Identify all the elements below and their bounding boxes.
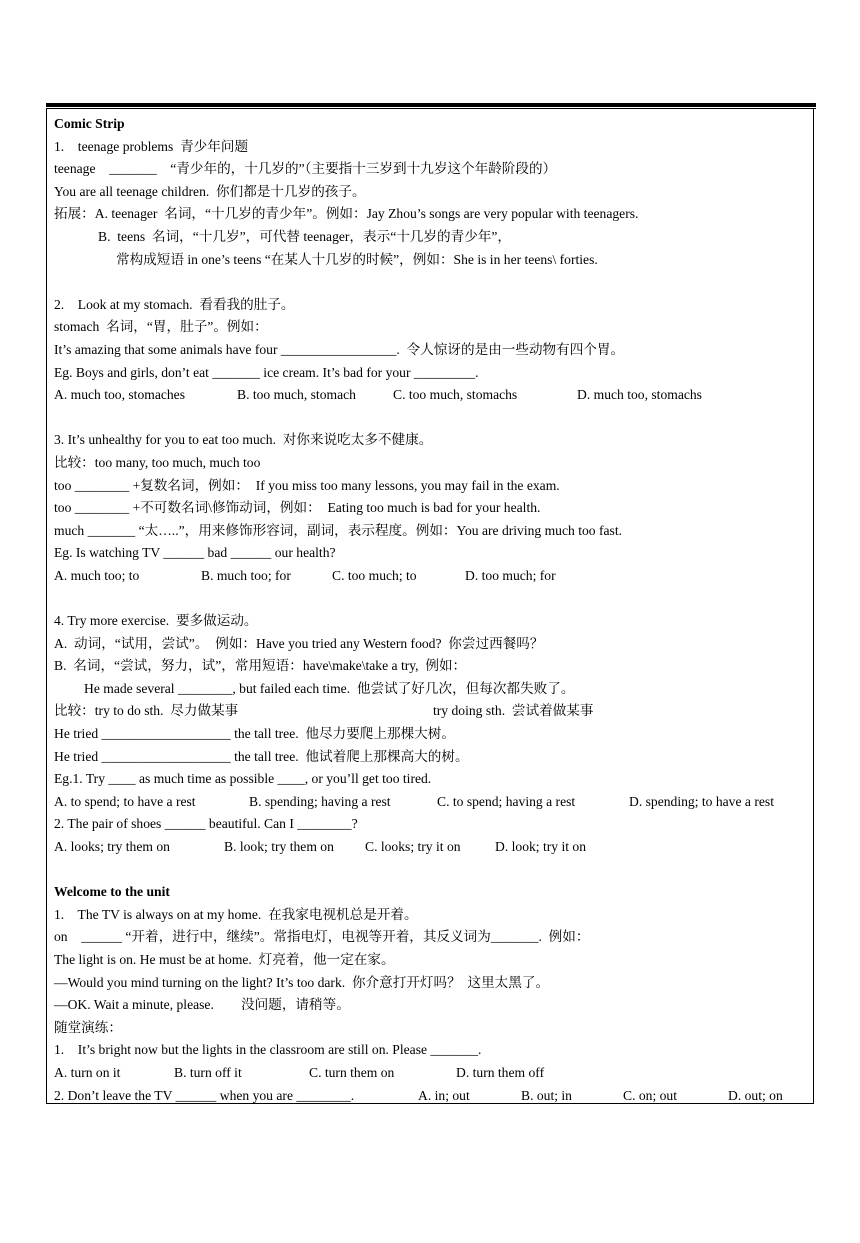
options-line: [54, 565, 810, 588]
extension-line: 常构成短语 in one’s teens “在某人十几岁的时候”，例如：She is in her teens\ forties.: [116, 251, 598, 267]
section-heading-comic-strip: Comic Strip: [54, 116, 125, 131]
definition-line: stomach 名词，“胃，肚子”。例如：: [54, 319, 268, 335]
item-title: 1. The TV is always on at my home. 在我家电视机总是开着。: [54, 906, 418, 922]
extension-line: 拓展：A. teenager 名词，“十几岁的青少年”。例如：Jay Zhou’s songs are very popular with teenagers.: [54, 206, 639, 222]
option-c: C. looks; try it on: [365, 839, 461, 854]
exercise-with-options: [54, 1085, 810, 1108]
blank-line: [54, 407, 810, 430]
option-a: A. much too, stomaches: [54, 387, 186, 403]
option-c: C. too much; to: [332, 567, 417, 583]
document-body: [54, 113, 810, 1107]
option-b: B. spending; having a rest: [249, 793, 391, 809]
option-b: B. turn off it: [174, 1064, 242, 1080]
option-d: D. much too, stomachs: [577, 387, 702, 403]
option-c: C. on; out: [623, 1087, 678, 1103]
exercise-line: 2. The pair of shoes ______ beautiful. Can I ________?: [54, 816, 358, 832]
option-d: D. too much; for: [465, 567, 556, 583]
example-line: You are all teenage children. 你们都是十几岁的孩子。: [54, 183, 366, 199]
compare-line: 比较：too many, too much, much too: [54, 454, 261, 470]
exercise-line: Eg. Boys and girls, don’t eat _______ ice cream. It’s bad for your _________.: [54, 364, 479, 380]
compare-line: [54, 700, 810, 723]
blank-line: [54, 587, 810, 610]
exercise-line: Eg.1. Try ____ as much time as possible ____, or you’ll get too tired.: [54, 771, 432, 787]
item-title: 3. It’s unhealthy for you to eat too much. 对你来说吃太多不健康。: [54, 432, 433, 448]
option-d: D. out; on: [728, 1087, 783, 1103]
blank-line: [54, 271, 810, 294]
example-line: It’s amazing that some animals have four _________________. 令人惊讶的是由一些动物有四个胃。: [54, 341, 625, 357]
meaning-line: B. 名词，“尝试，努力，试”，常用短语：have\make\take a try, 例如：: [54, 658, 467, 674]
option-d: D. spending; to have a rest: [629, 793, 774, 809]
example-line: The light is on. He must be at home. 灯亮着，他一定在家。: [54, 951, 395, 967]
usage-line: much _______ “太…..”，用来修饰形容词，副词，表示程度。例如：You are driving much too fast.: [54, 522, 623, 538]
option-d: D. turn them off: [456, 1064, 545, 1080]
item-title: 1. teenage problems 青少年问题: [54, 138, 249, 154]
definition-line: on ______ “开着，进行中，继续”。常指电灯，电视等开着，其反义词为_______. 例如：: [54, 929, 590, 945]
option-a: A. in; out: [418, 1087, 470, 1103]
example-line: He made several ________, but failed each time. 他尝试了好几次，但每次都失败了。: [84, 680, 575, 696]
extension-line: B. teens 名词，“十几岁”，可代替 teenager，表示“十几岁的青少年”，: [98, 228, 512, 244]
dialog-line: —Would you mind turning on the light? It’s too dark. 你介意打开灯吗？ 这里太黑了。: [54, 974, 550, 990]
option-c: C. to spend; having a rest: [437, 793, 576, 809]
option-d: D. look; try it on: [495, 839, 587, 854]
blank-line: [54, 859, 810, 882]
options-line: [54, 384, 810, 407]
options-line: [54, 1062, 810, 1085]
exercise-question: 2. Don’t leave the TV ______ when you are ________.: [54, 1087, 355, 1103]
dialog-line: —OK. Wait a minute, please. 没问题，请稍等。: [54, 997, 350, 1013]
options-line: [54, 791, 810, 814]
practice-label: 随堂演练：: [54, 1019, 122, 1035]
option-a: A. to spend; to have a rest: [54, 793, 196, 809]
fill-line: He tried ___________________ the tall tree. 他尽力要爬上那棵大树。: [54, 726, 455, 742]
top-rule: [46, 103, 816, 107]
fill-line: He tried ___________________ the tall tree. 他试着爬上那棵高大的树。: [54, 748, 469, 764]
option-b: B. look; try them on: [224, 839, 334, 854]
usage-line: too ________ +不可数名词\修饰动词，例如： Eating too much is bad for your health.: [54, 500, 541, 516]
exercise-line: Eg. Is watching TV ______ bad ______ our health?: [54, 545, 336, 561]
compare-left: 比较：try to do sth. 尽力做某事: [54, 703, 239, 719]
option-b: B. too much, stomach: [237, 387, 356, 403]
option-b: B. out; in: [521, 1087, 572, 1103]
meaning-line: A. 动词，“试用，尝试”。 例如：Have you tried any Western food? 你尝过西餐吗？: [54, 635, 544, 651]
usage-line: too ________ +复数名词，例如： If you miss too many lessons, you may fail in the exam.: [54, 477, 560, 493]
item-title: 2. Look at my stomach. 看看我的肚子。: [54, 296, 295, 312]
option-a: A. much too; to: [54, 567, 140, 583]
options-line: [54, 836, 810, 859]
definition-line: teenage _______ “青少年的，十几岁的”（主要指十三岁到十九岁这个年龄阶段的）: [54, 161, 557, 177]
option-b: B. much too; for: [201, 567, 291, 583]
option-c: C. too much, stomachs: [393, 387, 518, 403]
option-a: A. turn on it: [54, 1064, 121, 1080]
option-c: C. turn them on: [309, 1064, 395, 1080]
option-a: A. looks; try them on: [54, 839, 170, 854]
compare-right: try doing sth. 尝试着做某事: [433, 703, 594, 719]
item-title: 4. Try more exercise. 要多做运动。: [54, 613, 258, 629]
section-heading-welcome: Welcome to the unit: [54, 884, 170, 900]
exercise-line: 1. It’s bright now but the lights in the classroom are still on. Please _______.: [54, 1042, 482, 1058]
